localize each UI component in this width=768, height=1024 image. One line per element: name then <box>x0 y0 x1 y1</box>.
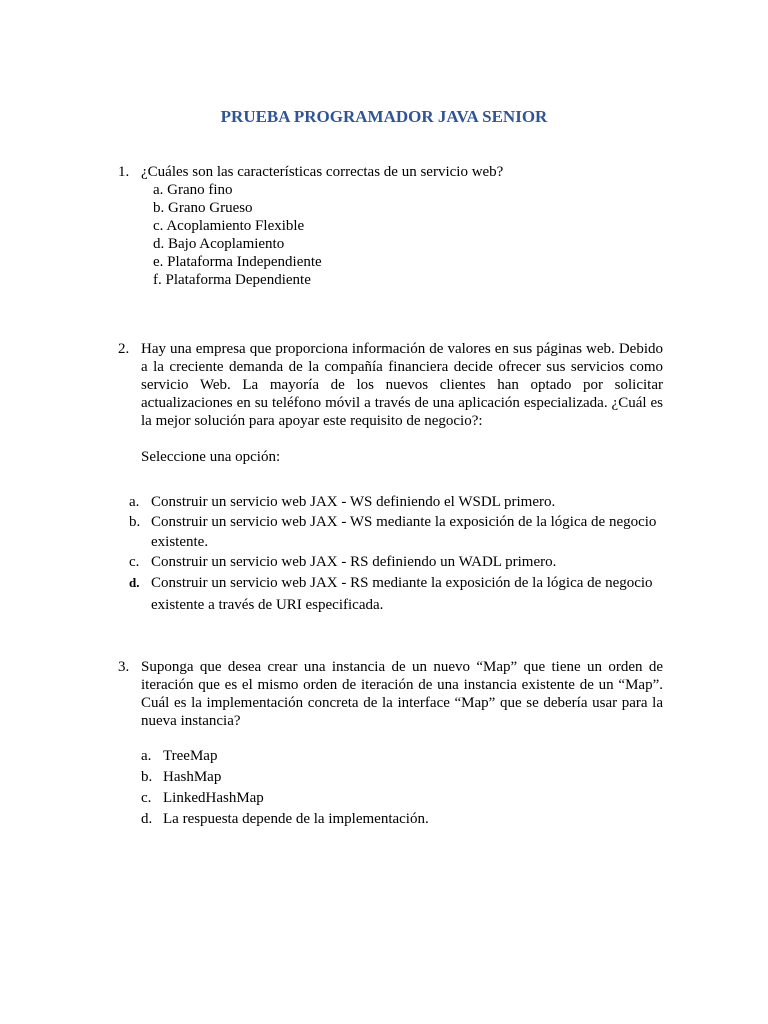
option-item <box>118 809 663 830</box>
option-list <box>153 181 663 289</box>
page-title: PRUEBA PROGRAMADOR JAVA SENIOR <box>220 107 548 126</box>
option-text: Construir un servicio web JAX - WS mediante la exposición de la lógica de negocio existente. <box>151 514 657 550</box>
option-text: La respuesta depende de la implementación. <box>163 811 429 827</box>
option-letter: c. <box>141 790 152 806</box>
question-text: Suponga que desea crear una instancia de un nuevo “Map” que tiene un orden de iteración que es el mismo orden de iteración de una instancia existente de un “Map”. Cuál es la implementación concreta de la interface “Map” que se debería usar para la nueva instancia? <box>141 659 663 729</box>
option-item: f. Plataforma Dependiente <box>153 272 311 288</box>
option-item <box>118 746 663 767</box>
option-item <box>118 788 663 809</box>
question-3 <box>118 658 663 730</box>
question-text: ¿Cuáles son las características correctas de un servicio web? <box>141 164 504 180</box>
question-2 <box>118 340 663 466</box>
option-text: TreeMap <box>163 748 218 764</box>
option-letter: b. <box>141 769 153 785</box>
question-1 <box>118 163 663 289</box>
option-text: LinkedHashMap <box>163 790 264 806</box>
option-text: Construir un servicio web JAX - WS definiendo el WSDL primero. <box>151 494 556 510</box>
option-item <box>118 552 663 572</box>
option-letter: d. <box>129 575 140 590</box>
option-item: c. Acoplamiento Flexible <box>153 218 305 234</box>
option-item: e. Plataforma Independiente <box>153 254 322 270</box>
option-item: d. Bajo Acoplamiento <box>153 236 285 252</box>
option-text: Construir un servicio web JAX - RS definiendo un WADL primero. <box>151 554 557 570</box>
option-letter: a. <box>141 748 152 764</box>
option-text: Construir un servicio web JAX - RS mediante la exposición de la lógica de negocio existente a través de URI especificada. <box>151 575 653 613</box>
option-item <box>118 492 663 512</box>
question-2-options <box>118 492 663 616</box>
option-letter: b. <box>129 514 141 530</box>
question-number: 2. <box>118 341 130 357</box>
option-letter: a. <box>129 494 140 510</box>
option-text: HashMap <box>163 769 222 785</box>
option-item: a. Grano fino <box>153 182 233 198</box>
question-number: 1. <box>118 164 130 180</box>
option-item <box>118 512 663 552</box>
option-item <box>118 572 663 616</box>
question-3-options <box>118 746 663 830</box>
option-item <box>118 767 663 788</box>
question-prompt: Seleccione una opción: <box>141 449 281 465</box>
question-text: Hay una empresa que proporciona información de valores en sus páginas web. Debido a la creciente demanda de la compañía financiera decide ofrecer sus servicios como servicio Web. La mayoría de los nuevos clientes han optado por solicitar actualizaciones en su teléfono móvil a través de una aplicación especializada. ¿Cuál es la mejor solución para apoyar este requisito de negocio?: <box>141 341 663 429</box>
option-letter: d. <box>141 811 153 827</box>
option-item: b. Grano Grueso <box>153 200 253 216</box>
option-letter: c. <box>129 554 140 570</box>
question-number: 3. <box>118 659 130 675</box>
